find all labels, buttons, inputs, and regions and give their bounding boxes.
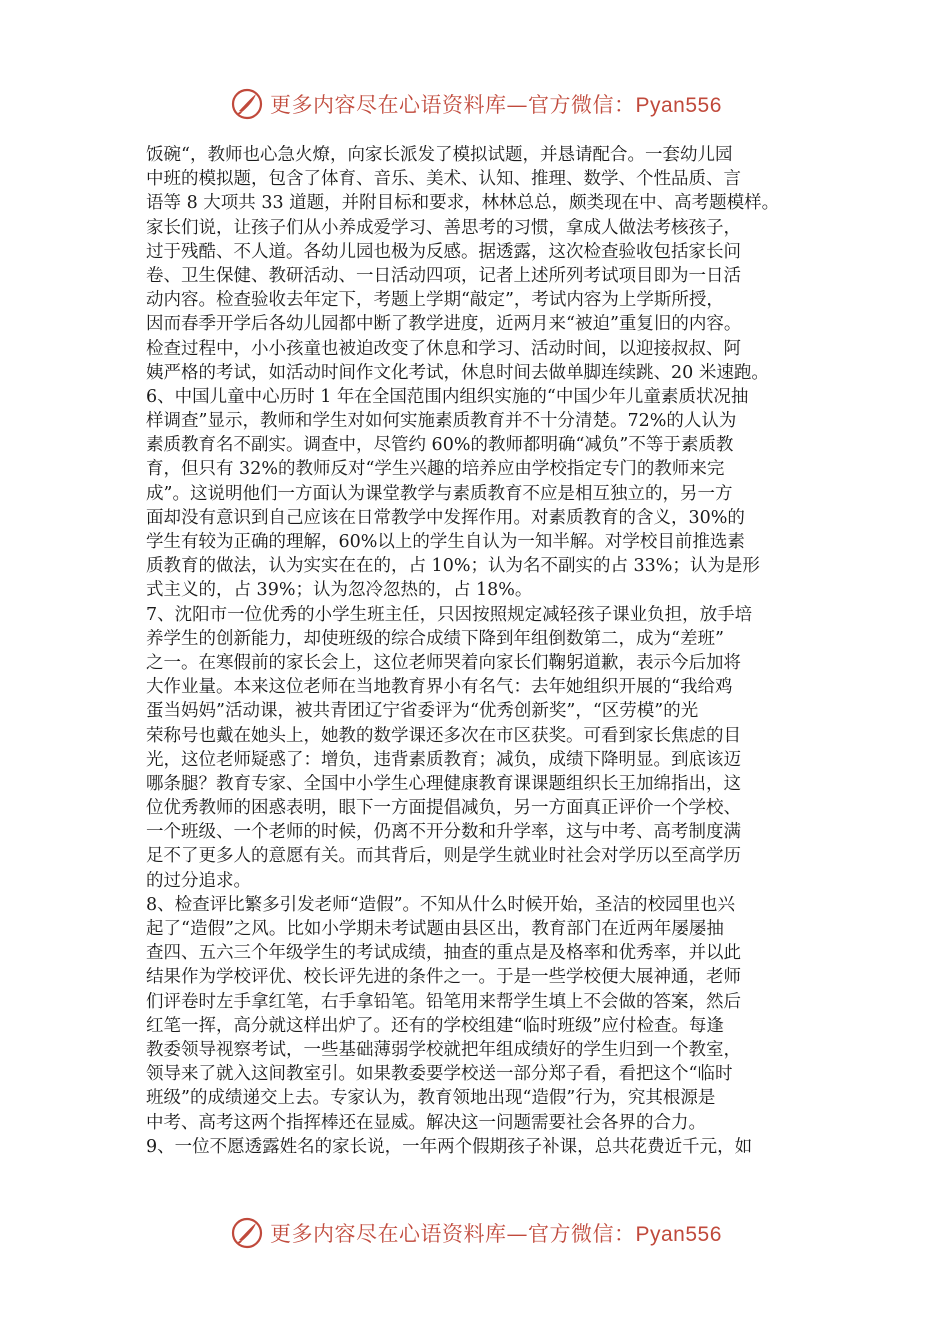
header-banner — [230, 84, 750, 124]
text-line: 大作业量。本来这位老师在当地教育界小有名气：去年她组织开展的“我给鸡 — [146, 677, 733, 698]
text-line: 6、中国儿童中心历时 1 年在全国范围内组织实施的“中国少年儿童素质状况抽 — [146, 386, 749, 407]
text-line: 样调查”显示，教师和学生对如何实施素质教育并不十分清楚。72%的人认为 — [146, 411, 737, 432]
text-line: 查四、五六三个年级学生的考试成绩，抽查的重点是及格率和优秀率，并以此 — [146, 943, 741, 964]
text-line: 8、检查评比繁多引发老师“造假”。不知从什么时候开始，圣洁的校园里也兴 — [146, 894, 736, 915]
article-body — [146, 143, 818, 1159]
text-line: 动内容。检查验收去年定下，考题上学期“敲定”，考试内容为上学斯所授， — [146, 290, 724, 311]
text-line: 过于残酷、不人道。各幼儿园也极为反感。据透露，这次检查验收包括家长问 — [146, 241, 741, 262]
text-line: 饭碗“，教师也心急火燎，向家长派发了模拟试题，并恳请配合。一套幼儿园 — [146, 145, 733, 165]
text-line: 教委领导视察考试，一些基础薄弱学校就把年组成绩好的学生归到一个教室， — [146, 1039, 741, 1060]
text-line: 中考、高考这两个指挥棒还在显威。解决这一问题需要社会各界的合力。 — [146, 1112, 706, 1133]
text-line: 成”。这说明他们一方面认为课堂教学与素质教育不应是相互独立的，另一方 — [146, 483, 733, 504]
text-line: 光，这位老师疑惑了：增负，违背素质教育；减负，成绩下降明显。到底该迈 — [146, 749, 741, 770]
text-line: 荣称号也戴在她头上，她教的数学课还多次在市区获奖。可看到家长焦虑的目 — [146, 725, 741, 746]
text-line: 养学生的创新能力，却使班级的综合成绩下降到年组倒数第二，成为“差班” — [146, 628, 724, 649]
text-line: 们评卷时左手拿红笔，右手拿铅笔。铅笔用来帮学生填上不会做的答案，然后 — [146, 991, 741, 1012]
text-line: 7、沈阳市一位优秀的小学生班主任，只因按照规定减轻孩子课业负担，放手培 — [146, 604, 753, 625]
wechat-id: Pyan556 — [635, 94, 722, 117]
banner-text: 更多内容尽在心语资料库—官方微信： — [270, 1222, 636, 1246]
brush-logo-icon — [230, 87, 264, 121]
text-line: 哪条腿？教育专家、全国中小学生心理健康教育课课题组织长王加绵指出，这 — [146, 773, 741, 794]
text-line: 中班的模拟题，包含了体育、音乐、美术、认知、推理、数学、个性品质、言 — [146, 169, 741, 190]
text-line: 育，但只有 32%的教师反对“学生兴趣的培养应由学校指定专门的教师来完 — [146, 459, 725, 480]
footer-banner — [230, 1213, 750, 1253]
text-line: 起了“造假”之风。比如小学期未考试题由县区出，教育部门在近两年屡屡抽 — [146, 919, 724, 939]
wechat-id: Pyan556 — [635, 1223, 722, 1246]
text-line: 蛋当妈妈”活动课，被共青团辽宁省委评为“优秀创新奖”，“区劳模”的光 — [146, 701, 699, 722]
text-line: 一个班级、一个老师的时候，仍离不开分数和升学率，这与中考、高考制度满 — [146, 822, 741, 843]
brush-logo-icon — [230, 1216, 264, 1250]
text-line: 领导来了就入这间教室引。如果教委要学校送一部分郑子看，看把这个“临时 — [146, 1064, 733, 1085]
text-line: 之一。在寒假前的家长会上，这位老师哭着向家长们鞠躬道歉，表示今后加将 — [146, 652, 741, 673]
text-line: 位优秀教师的困惑表明，眼下一方面提倡减负，另一方面真正评价一个学校、 — [146, 798, 741, 819]
text-line: 面却没有意识到自己应该在日常教学中发挥作用。对素质教育的含义，30%的 — [146, 507, 745, 528]
banner-text: 更多内容尽在心语资料库—官方微信： — [270, 93, 636, 117]
text-line: 学生有较为正确的理解，60%以上的学生自认为一知半解。对学校目前推选素 — [146, 532, 745, 552]
text-line: 红笔一挥，高分就这样出炉了。还有的学校组建“临时班级”应付检查。每逢 — [146, 1015, 724, 1036]
text-line: 家长们说，让孩子们从小养成爱学习、善思考的习惯，拿成人做法考核孩子， — [146, 217, 741, 238]
text-line: 的过分追求。 — [146, 870, 251, 891]
text-line: 式主义的，占 39%；认为忽冷忽热的，占 18%。 — [146, 580, 533, 601]
text-line: 素质教育名不副实。调查中，尽管约 60%的教师都明确“减负”不等于素质教 — [146, 435, 734, 456]
text-line: 姨严格的考试，如活动时间作文化考试，休息时间去做单脚连续跳、20 米速跑。 — [146, 362, 769, 383]
text-line: 9、一位不愿透露姓名的家长说，一年两个假期孩子补课，总共花费近千元，如 — [146, 1136, 753, 1157]
text-line: 班级”的成绩递交上去。专家认为，教育领地出现“造假”行为，究其根源是 — [146, 1088, 716, 1109]
text-line: 质教育的做法，认为实实在在的，占 10%；认为名不副实的占 33%；认为是形 — [146, 556, 760, 577]
text-line: 检查过程中，小小孩童也被迫改变了休息和学习、活动时间，以迎接叔叔、阿 — [146, 338, 741, 359]
text-line: 卷、卫生保健、教研活动、一日活动四项，记者上述所列考试项目即为一日活 — [146, 265, 741, 286]
text-line: 结果作为学校评优、校长评先进的条件之一。于是一些学校便大展神通，老师 — [146, 967, 741, 988]
text-line: 语等 8 大项共 33 道题，并附目标和要求，林林总总，颇类现在中、高考题模样。 — [146, 193, 780, 214]
text-line: 因而春季开学后各幼儿园都中断了教学进度，近两月来“被迫”重复旧的内容。 — [146, 314, 742, 335]
text-line: 足不了更多人的意愿有关。而其背后，则是学生就业时社会对学历以至高学历 — [146, 846, 741, 867]
